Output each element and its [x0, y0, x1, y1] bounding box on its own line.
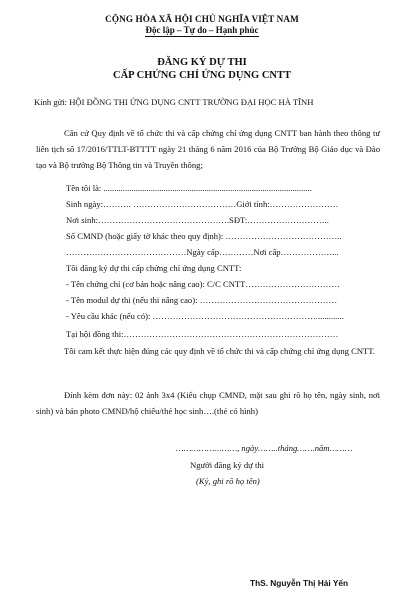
form-subtitle: CẤP CHỨNG CHỈ ỨNG DỤNG CNTT [112, 70, 291, 81]
country-header: CỘNG HÒA XÃ HỘI CHỦ NGHĨA VIỆT NAM [105, 14, 299, 24]
commitment-text: Tôi cam kết thực hiện đúng các quy định về tổ chức thi và cấp chứng chỉ ứng dụng CNTT. [64, 346, 376, 356]
field-other-requests: - Yêu cầu khác (nếu có): …………………………………………………............. [66, 311, 344, 321]
footer-signature: ThS. Nguyễn Thị Hải Yến [250, 578, 349, 588]
field-id-issued: ……………………………………Ngày cấp…………Nơi cấp………………... [66, 247, 339, 257]
field-exam-venue: Tại hội đồng thi:………………………………………………………………… [66, 329, 339, 339]
intro-text: Căn cứ Quy định về tổ chức thi và cấp chứng chỉ ứng dụng CNTT ban hành theo thông tư liên tịch số 17/2016/TTLT-BTTTT ngày 21 tháng 6 năm 2016 của Bộ Trưởng Bộ Giáo dục và Đào tạo và Bộ trưởng Bộ Thông tin và Truyền thông; [36, 128, 380, 170]
field-id-number: Số CMND (hoặc giấy tờ khác theo quy định): ………………………………….. [66, 231, 342, 241]
attachments-paragraph [36, 387, 380, 419]
signer-label: Người đăng ký dự thi [190, 460, 265, 470]
date-line: ……………………, ngày……..tháng…….năm……… [176, 443, 353, 453]
register-statement: Tôi đăng ký dự thi cấp chứng chỉ ứng dụng CNTT: [66, 263, 242, 273]
commitment-paragraph [36, 343, 380, 359]
intro-paragraph [36, 125, 380, 173]
attachments-text: Đính kèm đơn này: 02 ảnh 3x4 (Kiểu chụp CMND, mặt sau ghi rõ họ tên, ngày sinh, nơi sinh) và bản photo CMND/hộ chiếu/thẻ học sinh….(thẻ có hình) [36, 390, 380, 416]
field-certificate-name: - Tên chứng chỉ (cơ bản hoặc nâng cao): C/C CNTT…………………………… [66, 279, 340, 289]
field-module: - Tên modul dự thi (nếu thi nâng cao): ………………………………………… [66, 295, 338, 305]
form-title: ĐĂNG KÝ DỰ THI [157, 57, 247, 68]
field-name: Tên tôi là: ................................................................................................. [66, 183, 312, 193]
signer-note: (Ký, ghi rõ họ tên) [196, 476, 260, 486]
field-birthplace-phone: Nơi sinh:……………………………………….SĐT:……………………….. [66, 215, 329, 225]
recipient-line: Kính gửi: HỘI ĐỒNG THI ỨNG DỤNG CNTT TRƯỜNG ĐẠI HỌC HÀ TĨNH [34, 97, 314, 107]
motto-text: Độc lập – Tự do – Hạnh phúc [145, 25, 259, 35]
field-dob-gender: Sinh ngày:………. ………………………………Giới tính:…………………… [66, 199, 339, 209]
motto [0, 25, 404, 35]
